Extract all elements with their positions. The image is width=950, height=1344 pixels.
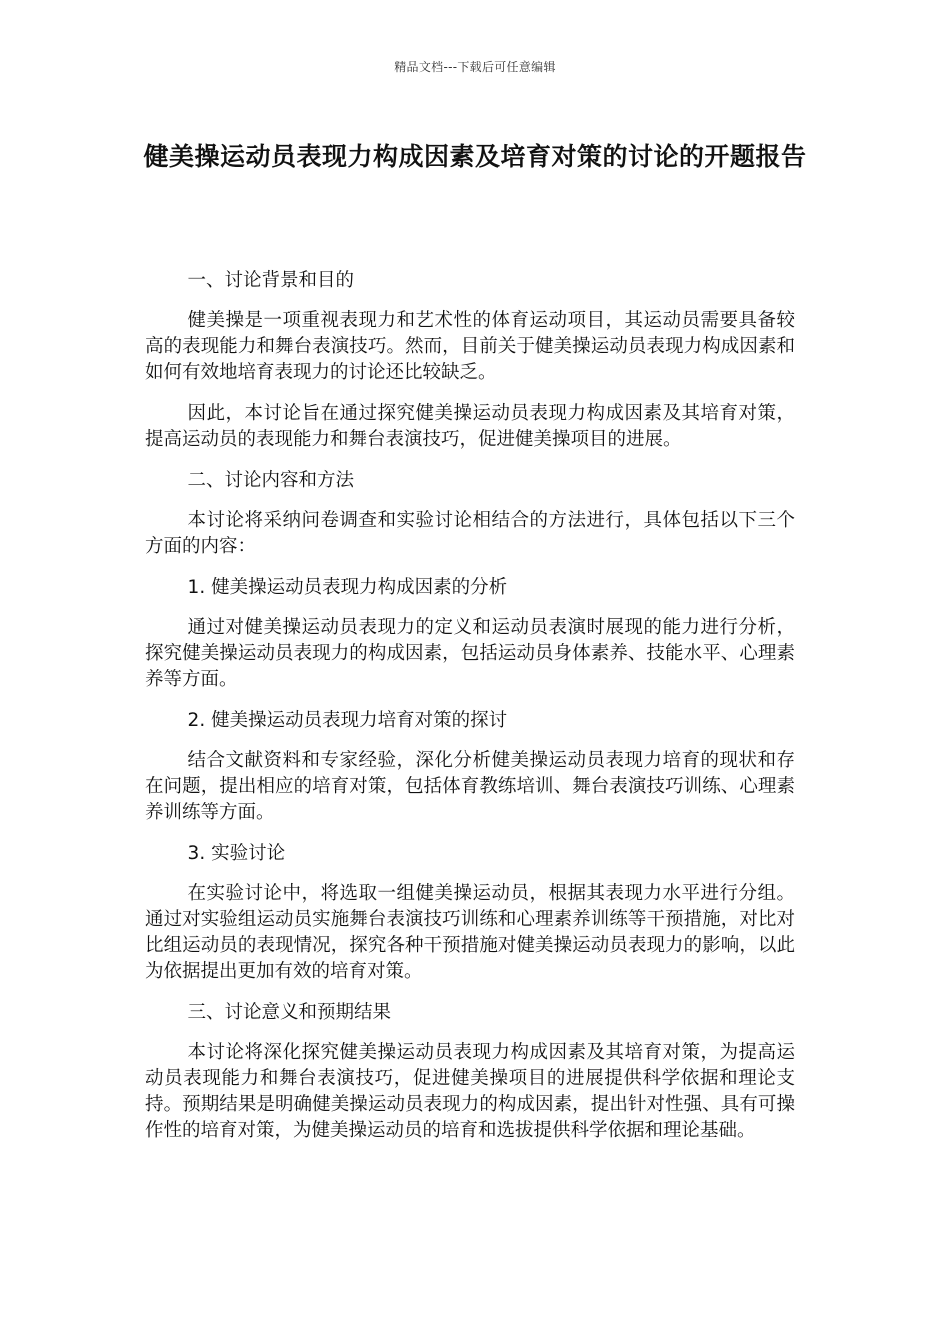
section-2-item-3-heading: 3. 实验讨论 bbox=[187, 843, 286, 864]
document-body bbox=[145, 268, 795, 1159]
section-2-item-2-text: 结合文献资料和专家经验，深化分析健美操运动员表现力培育的现状和存在问题，提出相应的培育对策，包括体育教练培训、舞台表演技巧训练、心理素养训练等方面。 bbox=[145, 750, 795, 823]
section-3-heading: 三、讨论意义和预期结果 bbox=[187, 1002, 392, 1023]
header-note: 精品文档---下载后可任意编辑 bbox=[394, 60, 556, 74]
section-2-item-1-text: 通过对健美操运动员表现力的定义和运动员表演时展现的能力进行分析，探究健美操运动员表现力的构成因素，包括运动员身体素养、技能水平、心理素养等方面。 bbox=[145, 617, 795, 690]
section-1-heading: 一、讨论背景和目的 bbox=[187, 270, 355, 291]
section-2-item-1-heading: 1. 健美操运动员表现力构成因素的分析 bbox=[187, 577, 508, 598]
section-2-item-3-text: 在实验讨论中，将选取一组健美操运动员，根据其表现力水平进行分组。通过对实验组运动员实施舞台表演技巧训练和心理素养训练等干预措施，对比对比组运动员的表现情况，探究各种干预措施对健美操运动员表现力的影响，以此为依据提出更加有效的培育对策。 bbox=[145, 883, 795, 982]
section-3-paragraph-1: 本讨论将深化探究健美操运动员表现力构成因素及其培育对策，为提高运动员表现能力和舞台表演技巧，促进健美操项目的进展提供科学依据和理论支持。预期结果是明确健美操运动员表现力的构成因素，提出针对性强、具有可操作性的培育对策，为健美操运动员的培育和选拔提供科学依据和理论基础。 bbox=[145, 1042, 795, 1141]
section-2-item-2-heading: 2. 健美操运动员表现力培育对策的探讨 bbox=[187, 710, 508, 731]
page-title: 健美操运动员表现力构成因素及培育对策的讨论的开题报告 bbox=[143, 142, 807, 171]
section-2-heading: 二、讨论内容和方法 bbox=[187, 470, 355, 491]
section-1-paragraph-2: 因此，本讨论旨在通过探究健美操运动员表现力构成因素及其培育对策，提高运动员的表现能力和舞台表演技巧，促进健美操项目的进展。 bbox=[145, 403, 795, 450]
section-2-paragraph-1: 本讨论将采纳问卷调查和实验讨论相结合的方法进行，具体包括以下三个方面的内容： bbox=[145, 510, 795, 557]
section-1-paragraph-1: 健美操是一项重视表现力和艺术性的体育运动项目，其运动员需要具备较高的表现能力和舞台表演技巧。然而，目前关于健美操运动员表现力构成因素和如何有效地培育表现力的讨论还比较缺乏。 bbox=[145, 310, 795, 383]
